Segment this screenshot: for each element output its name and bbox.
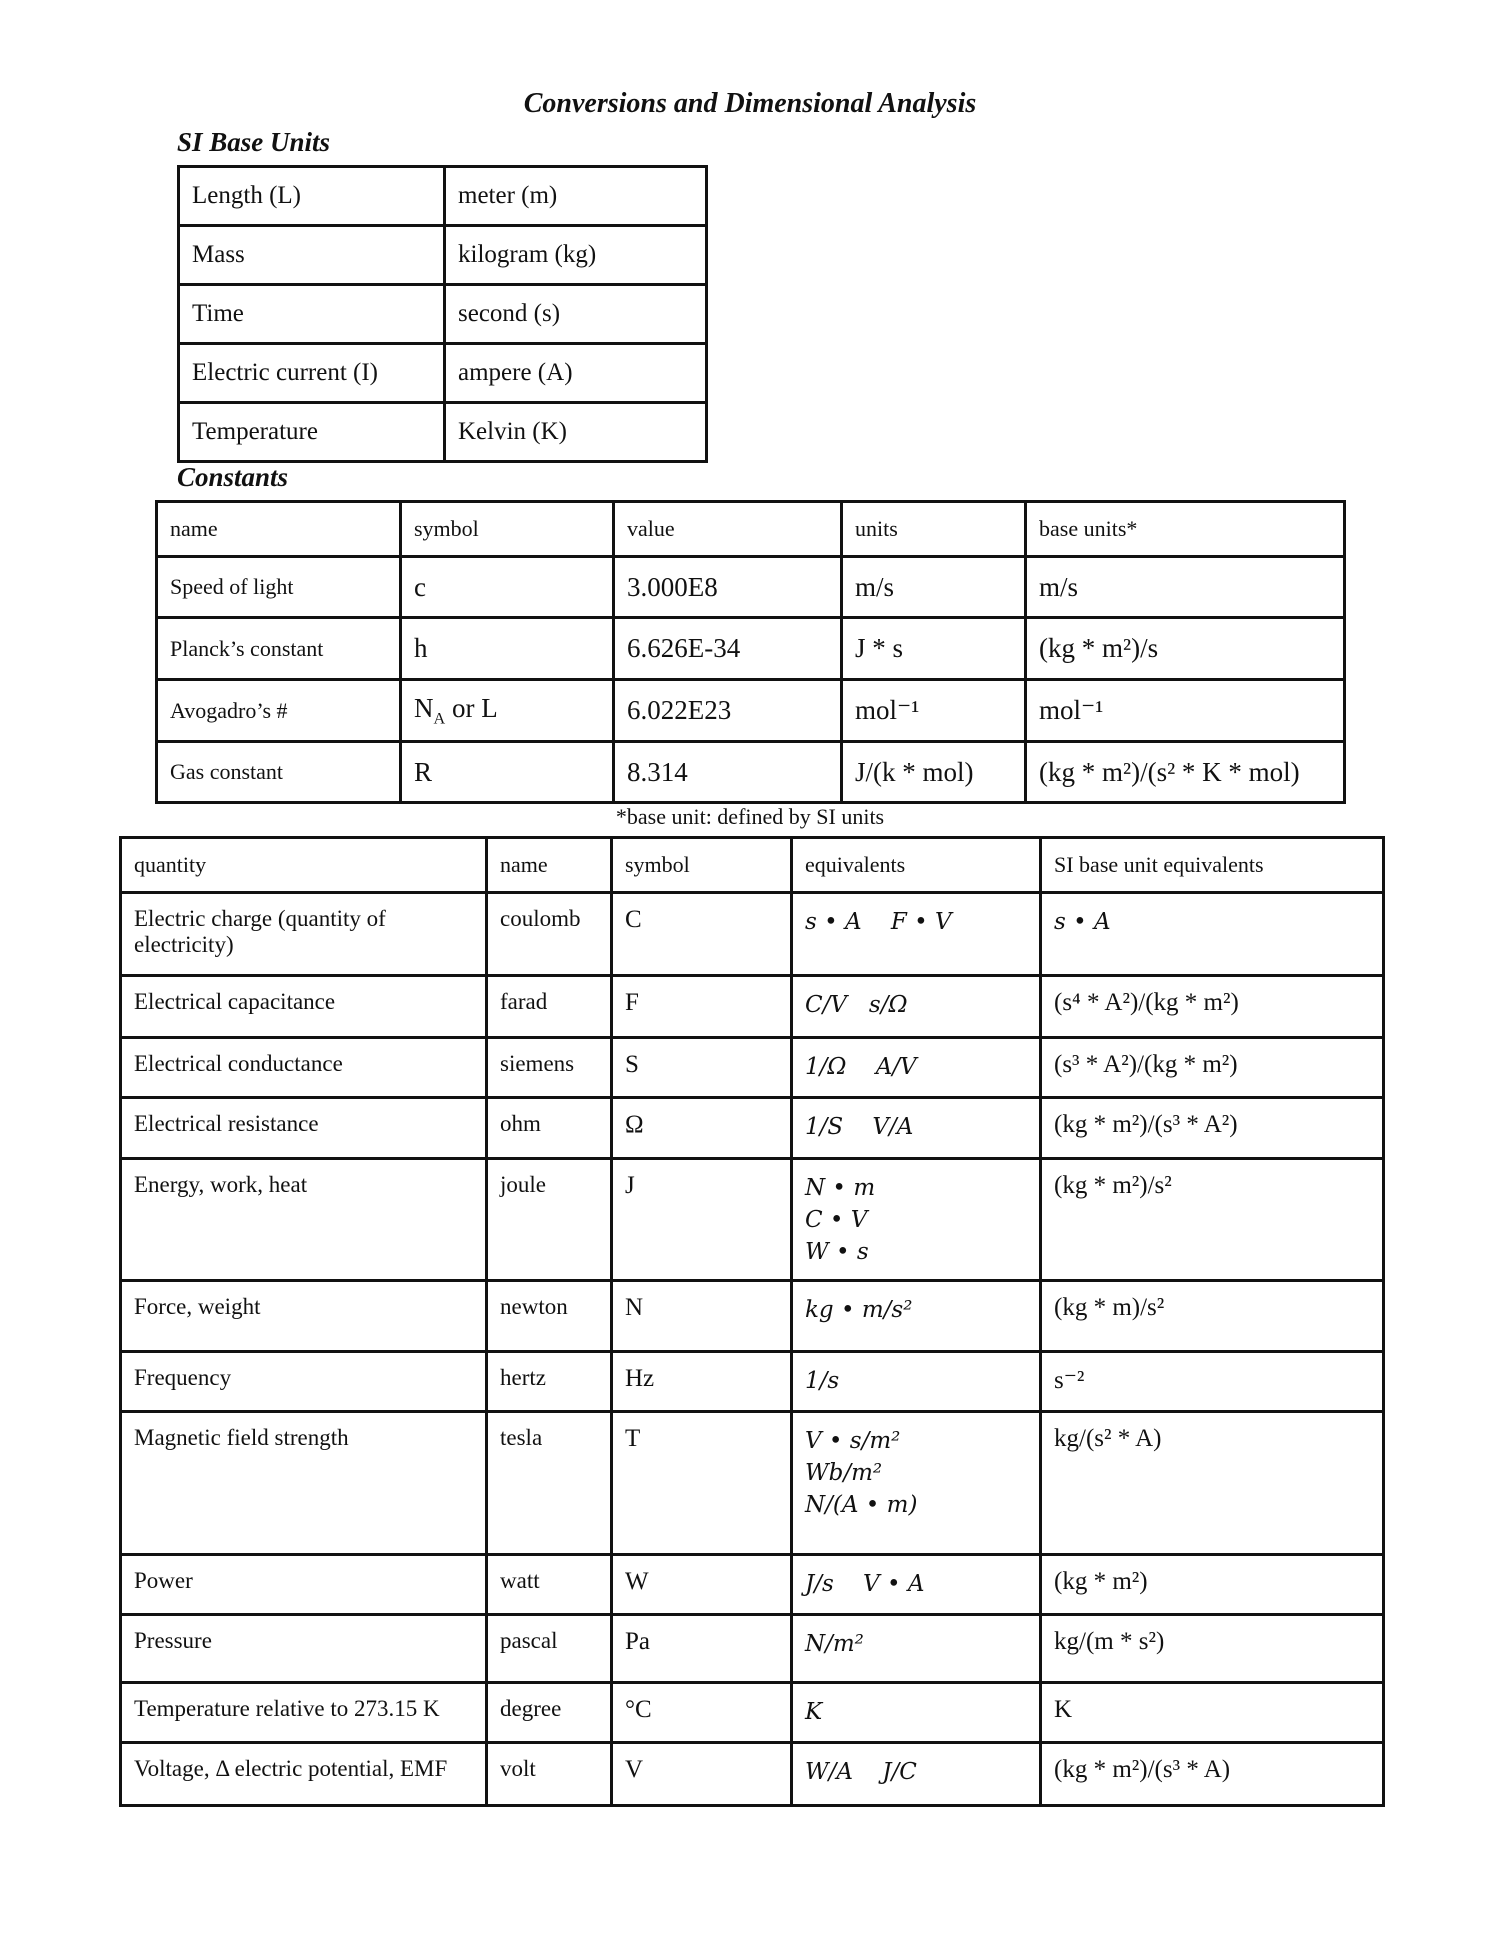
- constant-base-units: mol⁻¹: [1026, 680, 1345, 742]
- constant-row: [157, 618, 1345, 680]
- equivalent-expression: C/V s/Ω: [805, 992, 908, 1018]
- header-name: name: [487, 838, 612, 893]
- si-quantity: Time: [179, 285, 445, 344]
- unit-row: [121, 1743, 1384, 1806]
- unit-symbol: Pa: [612, 1615, 792, 1683]
- equivalent-expression: J/s V • A: [805, 1571, 925, 1597]
- unit-equivalents: [792, 1098, 1041, 1159]
- unit-si-base-equivalents: (kg * m²)/s²: [1041, 1159, 1384, 1281]
- unit-symbol: W: [612, 1555, 792, 1615]
- equivalent-expression: 1/S V/A: [805, 1114, 914, 1140]
- constant-base-units: m/s: [1026, 557, 1345, 618]
- unit-quantity: Electric charge (quantity of electricity): [121, 893, 487, 976]
- si-unit: second (s): [445, 285, 707, 344]
- unit-quantity: Electrical conductance: [121, 1038, 487, 1098]
- constant-symbol: [401, 680, 614, 742]
- si-unit: Kelvin (K): [445, 403, 707, 462]
- si-quantity: Temperature: [179, 403, 445, 462]
- unit-quantity: Electrical capacitance: [121, 976, 487, 1038]
- unit-equivalents: [792, 1352, 1041, 1412]
- equivalent-expression: 1/s: [805, 1368, 840, 1394]
- unit-quantity: Electrical resistance: [121, 1098, 487, 1159]
- unit-si-base-equivalents: (kg * m)/s²: [1041, 1281, 1384, 1352]
- si-base-units-table: [177, 165, 708, 463]
- unit-si-base-equivalents: (s⁴ * A²)/(kg * m²): [1041, 976, 1384, 1038]
- unit-si-base-equivalents: (kg * m²)/(s³ * A): [1041, 1743, 1384, 1806]
- unit-symbol: N: [612, 1281, 792, 1352]
- unit-name: joule: [487, 1159, 612, 1281]
- header-quantity: quantity: [121, 838, 487, 893]
- si-unit-row: [179, 344, 707, 403]
- unit-name: coulomb: [487, 893, 612, 976]
- unit-si-base-equivalents: (kg * m²)/(s³ * A²): [1041, 1098, 1384, 1159]
- unit-symbol: V: [612, 1743, 792, 1806]
- header-symbol: symbol: [401, 502, 614, 557]
- page-title: Conversions and Dimensional Analysis: [523, 88, 977, 119]
- constant-name: Gas constant: [157, 742, 401, 803]
- constant-value: 6.626E-34: [614, 618, 842, 680]
- unit-name: hertz: [487, 1352, 612, 1412]
- header-name: name: [157, 502, 401, 557]
- unit-symbol: J: [612, 1159, 792, 1281]
- constants-heading: Constants: [177, 462, 289, 492]
- unit-name: newton: [487, 1281, 612, 1352]
- unit-equivalents: [792, 1555, 1041, 1615]
- equivalent-expression: K: [805, 1699, 823, 1725]
- equivalent-expression: Wb/m²: [805, 1460, 883, 1486]
- unit-symbol: S: [612, 1038, 792, 1098]
- constant-value: 8.314: [614, 742, 842, 803]
- constant-units: mol⁻¹: [842, 680, 1026, 742]
- unit-name: tesla: [487, 1412, 612, 1555]
- unit-equivalents: [792, 1281, 1041, 1352]
- constant-name: Avogadro’s #: [157, 680, 401, 742]
- unit-row: [121, 1098, 1384, 1159]
- constant-symbol: c: [401, 557, 614, 618]
- constant-name: Planck’s constant: [157, 618, 401, 680]
- footnote: *base unit: defined by SI units: [615, 804, 885, 829]
- unit-row: [121, 976, 1384, 1038]
- equivalent-expression: 1/Ω A/V: [805, 1054, 917, 1080]
- unit-quantity: Temperature relative to 273.15 K: [121, 1683, 487, 1743]
- si-base-units-heading: SI Base Units: [177, 127, 331, 157]
- unit-row: [121, 1615, 1384, 1683]
- unit-symbol: Hz: [612, 1352, 792, 1412]
- header-equivalents: equivalents: [792, 838, 1041, 893]
- equivalent-expression: C • V: [805, 1207, 868, 1233]
- constant-value: 6.022E23: [614, 680, 842, 742]
- unit-equivalents: [792, 1743, 1041, 1806]
- constant-units: m/s: [842, 557, 1026, 618]
- derived-units-table: [119, 836, 1385, 1807]
- symbol-part: N: [414, 692, 434, 723]
- constants-table: [155, 500, 1346, 804]
- unit-name: watt: [487, 1555, 612, 1615]
- unit-si-base-equivalents: kg/(s² * A): [1041, 1412, 1384, 1555]
- unit-equivalents: [792, 893, 1041, 976]
- constant-row: [157, 680, 1345, 742]
- equivalent-expression: N • m: [805, 1175, 876, 1201]
- unit-name: ohm: [487, 1098, 612, 1159]
- header-value: value: [614, 502, 842, 557]
- unit-symbol: Ω: [612, 1098, 792, 1159]
- unit-row: [121, 1555, 1384, 1615]
- equivalent-expression: W/A J/C: [805, 1759, 917, 1785]
- unit-quantity: Energy, work, heat: [121, 1159, 487, 1281]
- unit-equivalents: [792, 1038, 1041, 1098]
- unit-si-base-equivalents: s⁻²: [1041, 1352, 1384, 1412]
- symbol-part: A: [433, 709, 446, 728]
- si-unit-row: [179, 226, 707, 285]
- si-unit-row: [179, 285, 707, 344]
- unit-symbol: °C: [612, 1683, 792, 1743]
- unit-row: [121, 1352, 1384, 1412]
- constant-row: [157, 742, 1345, 803]
- constant-units: J * s: [842, 618, 1026, 680]
- unit-row: [121, 1038, 1384, 1098]
- header-symbol: symbol: [612, 838, 792, 893]
- unit-row: [121, 893, 1384, 976]
- equivalent-expression: N/m²: [805, 1631, 864, 1657]
- si-quantity: Length (L): [179, 167, 445, 226]
- si-unit-row: [179, 167, 707, 226]
- constant-base-units: (kg * m²)/(s² * K * mol): [1026, 742, 1345, 803]
- constant-value: 3.000E8: [614, 557, 842, 618]
- unit-quantity: Pressure: [121, 1615, 487, 1683]
- unit-si-base-equivalents: s • A: [1041, 893, 1384, 976]
- unit-si-base-equivalents: kg/(m * s²): [1041, 1615, 1384, 1683]
- unit-row: [121, 1159, 1384, 1281]
- unit-si-base-equivalents: K: [1041, 1683, 1384, 1743]
- unit-symbol: C: [612, 893, 792, 976]
- constant-symbol: h: [401, 618, 614, 680]
- unit-equivalents: [792, 1683, 1041, 1743]
- constant-row: [157, 557, 1345, 618]
- equivalent-expression: W • s: [805, 1239, 869, 1265]
- si-unit: ampere (A): [445, 344, 707, 403]
- unit-name: farad: [487, 976, 612, 1038]
- constant-symbol: R: [401, 742, 614, 803]
- unit-quantity: Magnetic field strength: [121, 1412, 487, 1555]
- unit-name: pascal: [487, 1615, 612, 1683]
- equivalent-expression: kg • m/s²: [805, 1297, 913, 1323]
- constant-units: J/(k * mol): [842, 742, 1026, 803]
- header-si-base-equivalents: SI base unit equivalents: [1041, 838, 1384, 893]
- unit-name: siemens: [487, 1038, 612, 1098]
- constants-header-row: [157, 502, 1345, 557]
- unit-quantity: Power: [121, 1555, 487, 1615]
- unit-row: [121, 1412, 1384, 1555]
- unit-equivalents: [792, 1159, 1041, 1281]
- units-header-row: [121, 838, 1384, 893]
- unit-equivalents: [792, 976, 1041, 1038]
- si-unit-row: [179, 403, 707, 462]
- unit-symbol: F: [612, 976, 792, 1038]
- unit-name: volt: [487, 1743, 612, 1806]
- equivalent-expression: N/(A • m): [805, 1492, 918, 1518]
- unit-si-base-equivalents: (kg * m²): [1041, 1555, 1384, 1615]
- unit-row: [121, 1281, 1384, 1352]
- equivalent-expression: V • s/m²: [805, 1428, 901, 1454]
- symbol-part: or L: [445, 692, 498, 723]
- constant-name: Speed of light: [157, 557, 401, 618]
- unit-equivalents: [792, 1615, 1041, 1683]
- si-unit: meter (m): [445, 167, 707, 226]
- header-base-units: base units*: [1026, 502, 1345, 557]
- unit-si-base-equivalents: (s³ * A²)/(kg * m²): [1041, 1038, 1384, 1098]
- unit-equivalents: [792, 1412, 1041, 1555]
- constant-base-units: (kg * m²)/s: [1026, 618, 1345, 680]
- header-units: units: [842, 502, 1026, 557]
- unit-name: degree: [487, 1683, 612, 1743]
- si-quantity: Electric current (I): [179, 344, 445, 403]
- equivalent-expression: s • A F • V: [805, 909, 952, 935]
- si-unit: kilogram (kg): [445, 226, 707, 285]
- unit-quantity: Force, weight: [121, 1281, 487, 1352]
- unit-symbol: T: [612, 1412, 792, 1555]
- unit-row: [121, 1683, 1384, 1743]
- unit-quantity: Frequency: [121, 1352, 487, 1412]
- si-quantity: Mass: [179, 226, 445, 285]
- unit-quantity: Voltage, Δ electric potential, EMF: [121, 1743, 487, 1806]
